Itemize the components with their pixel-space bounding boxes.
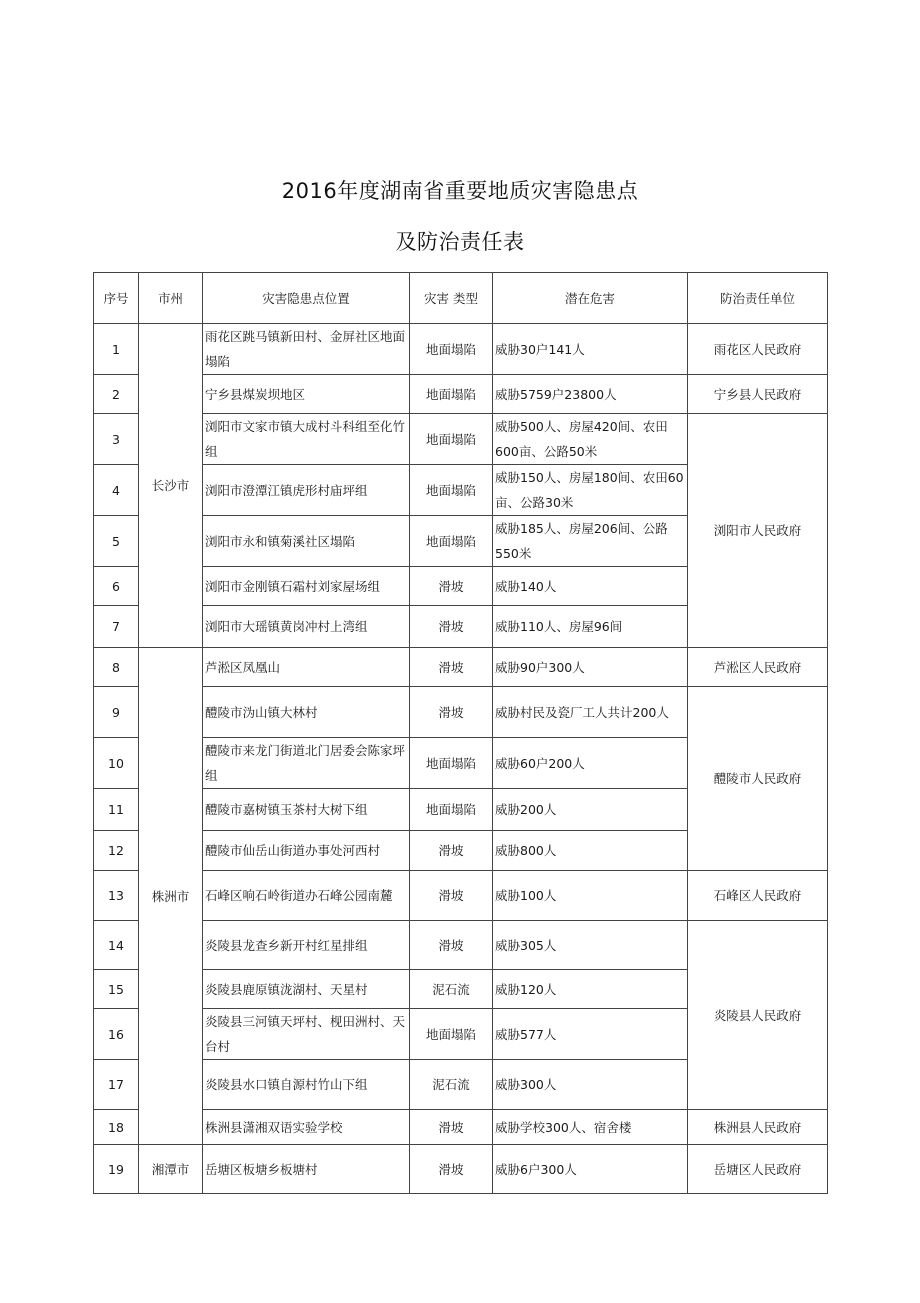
- table-row: [94, 687, 828, 738]
- danger-cell: 威胁305人: [493, 921, 688, 970]
- row-index: 9: [94, 687, 139, 738]
- danger-cell: 威胁村民及瓷厂工人共计200人: [493, 687, 688, 738]
- row-index: 17: [94, 1060, 139, 1110]
- danger-cell: 威胁500人、房屋420间、农田600亩、公路50米: [493, 414, 688, 465]
- location-cell: 浏阳市金刚镇石霜村刘家屋场组: [203, 567, 410, 606]
- responsible-cell: 宁乡县人民政府: [688, 375, 828, 414]
- danger-cell: 威胁185人、房屋206间、公路550米: [493, 516, 688, 567]
- type-cell: 滑坡: [410, 1145, 493, 1194]
- header-type: 灾害 类型: [410, 273, 493, 324]
- row-index: 14: [94, 921, 139, 970]
- location-cell: 岳塘区板塘乡板塘村: [203, 1145, 410, 1194]
- table-row: [94, 324, 828, 375]
- header-danger: 潜在危害: [493, 273, 688, 324]
- location-cell: 炎陵县鹿原镇泷湖村、天星村: [203, 970, 410, 1009]
- location-cell: 浏阳市永和镇菊溪社区塌陷: [203, 516, 410, 567]
- responsible-cell: 浏阳市人民政府: [688, 414, 828, 648]
- type-cell: 滑坡: [410, 1110, 493, 1145]
- table-row: [94, 414, 828, 465]
- danger-cell: 威胁学校300人、宿舍楼: [493, 1110, 688, 1145]
- row-index: 16: [94, 1009, 139, 1060]
- type-cell: 泥石流: [410, 1060, 493, 1110]
- location-cell: 醴陵市来龙门街道北门居委会陈家坪组: [203, 738, 410, 789]
- row-index: 13: [94, 871, 139, 921]
- table-row: [94, 375, 828, 414]
- location-cell: 醴陵市仙岳山街道办事处河西村: [203, 831, 410, 871]
- type-cell: 地面塌陷: [410, 516, 493, 567]
- type-cell: 滑坡: [410, 687, 493, 738]
- danger-cell: 威胁120人: [493, 970, 688, 1009]
- hazard-table: [93, 272, 828, 1194]
- danger-cell: 威胁300人: [493, 1060, 688, 1110]
- row-index: 4: [94, 465, 139, 516]
- location-cell: 醴陵市嘉树镇玉茶村大树下组: [203, 789, 410, 831]
- danger-cell: 威胁200人: [493, 789, 688, 831]
- danger-cell: 威胁6户300人: [493, 1145, 688, 1194]
- responsible-cell: 醴陵市人民政府: [688, 687, 828, 871]
- header-responsible: 防治责任单位: [688, 273, 828, 324]
- danger-cell: 威胁60户200人: [493, 738, 688, 789]
- type-cell: 滑坡: [410, 567, 493, 606]
- location-cell: 炎陵县水口镇自源村竹山下组: [203, 1060, 410, 1110]
- type-cell: 地面塌陷: [410, 465, 493, 516]
- location-cell: 宁乡县煤炭坝地区: [203, 375, 410, 414]
- row-index: 7: [94, 606, 139, 648]
- table-row: [94, 921, 828, 970]
- location-cell: 炎陵县三河镇天坪村、枧田洲村、天台村: [203, 1009, 410, 1060]
- row-index: 18: [94, 1110, 139, 1145]
- type-cell: 滑坡: [410, 831, 493, 871]
- danger-cell: 威胁100人: [493, 871, 688, 921]
- danger-cell: 威胁140人: [493, 567, 688, 606]
- type-cell: 地面塌陷: [410, 1009, 493, 1060]
- location-cell: 石峰区响石岭街道办石峰公园南麓: [203, 871, 410, 921]
- row-index: 19: [94, 1145, 139, 1194]
- row-index: 15: [94, 970, 139, 1009]
- type-cell: 滑坡: [410, 606, 493, 648]
- header-index: 序号: [94, 273, 139, 324]
- location-cell: 醴陵市沩山镇大林村: [203, 687, 410, 738]
- city-cell: 湘潭市: [139, 1145, 203, 1194]
- danger-cell: 威胁800人: [493, 831, 688, 871]
- type-cell: 地面塌陷: [410, 789, 493, 831]
- type-cell: 滑坡: [410, 648, 493, 687]
- responsible-cell: 炎陵县人民政府: [688, 921, 828, 1110]
- document-subtitle: 及防治责任表: [395, 230, 525, 254]
- type-cell: 泥石流: [410, 970, 493, 1009]
- row-index: 11: [94, 789, 139, 831]
- row-index: 10: [94, 738, 139, 789]
- type-cell: 滑坡: [410, 921, 493, 970]
- city-cell: 长沙市: [139, 324, 203, 648]
- table-row: [94, 871, 828, 921]
- type-cell: 滑坡: [410, 871, 493, 921]
- responsible-cell: 雨花区人民政府: [688, 324, 828, 375]
- location-cell: 雨花区跳马镇新田村、金屏社区地面塌陷: [203, 324, 410, 375]
- danger-cell: 威胁110人、房屋96间: [493, 606, 688, 648]
- danger-cell: 威胁150人、房屋180间、农田60亩、公路30米: [493, 465, 688, 516]
- responsible-cell: 株洲县人民政府: [688, 1110, 828, 1145]
- row-index: 8: [94, 648, 139, 687]
- table-row: [94, 1110, 828, 1145]
- location-cell: 株洲县潇湘双语实验学校: [203, 1110, 410, 1145]
- document-title: 2016年度湖南省重要地质灾害隐患点: [281, 179, 639, 203]
- type-cell: 地面塌陷: [410, 414, 493, 465]
- location-cell: 芦淞区凤凰山: [203, 648, 410, 687]
- row-index: 3: [94, 414, 139, 465]
- danger-cell: 威胁30户141人: [493, 324, 688, 375]
- location-cell: 浏阳市大瑶镇黄岗冲村上湾组: [203, 606, 410, 648]
- header-location: 灾害隐患点位置: [203, 273, 410, 324]
- row-index: 2: [94, 375, 139, 414]
- row-index: 5: [94, 516, 139, 567]
- danger-cell: 威胁577人: [493, 1009, 688, 1060]
- row-index: 12: [94, 831, 139, 871]
- responsible-cell: 岳塘区人民政府: [688, 1145, 828, 1194]
- table-row: [94, 1145, 828, 1194]
- city-cell: 株洲市: [139, 648, 203, 1145]
- location-cell: 炎陵县龙查乡新开村红星排组: [203, 921, 410, 970]
- responsible-cell: 石峰区人民政府: [688, 871, 828, 921]
- danger-cell: 威胁90户300人: [493, 648, 688, 687]
- table-header-row: [94, 273, 828, 324]
- location-cell: 浏阳市文家市镇大成村斗科组至化竹组: [203, 414, 410, 465]
- type-cell: 地面塌陷: [410, 375, 493, 414]
- type-cell: 地面塌陷: [410, 324, 493, 375]
- header-city: 市州: [139, 273, 203, 324]
- danger-cell: 威胁5759户23800人: [493, 375, 688, 414]
- row-index: 1: [94, 324, 139, 375]
- row-index: 6: [94, 567, 139, 606]
- responsible-cell: 芦淞区人民政府: [688, 648, 828, 687]
- table-row: [94, 648, 828, 687]
- location-cell: 浏阳市澄潭江镇虎形村庙坪组: [203, 465, 410, 516]
- type-cell: 地面塌陷: [410, 738, 493, 789]
